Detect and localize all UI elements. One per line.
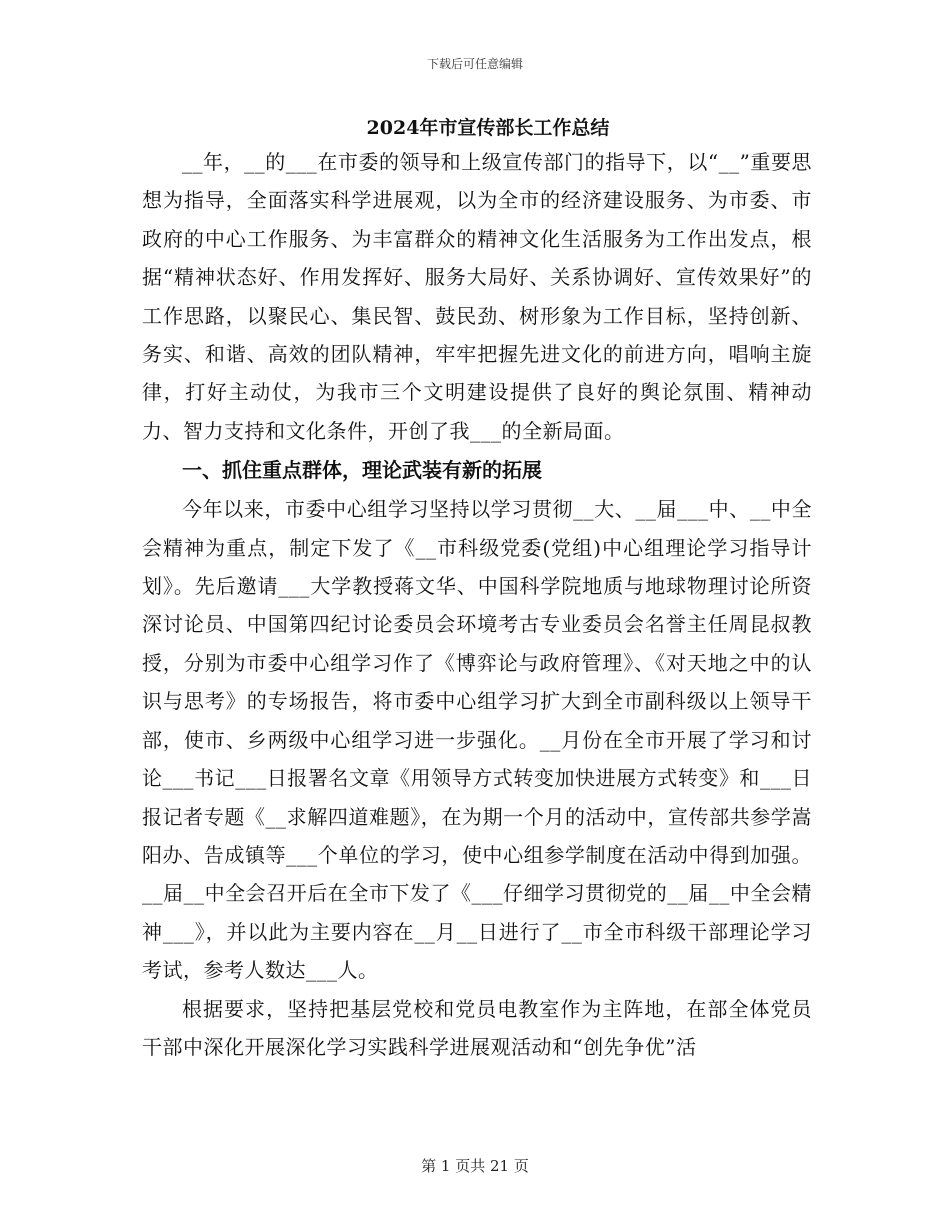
document-title: 2024年市宣传部长工作总结: [366, 117, 610, 139]
document-body: [142, 113, 812, 1066]
paragraph-theory-study: 今年以来，市委中心组学习坚持以学习贯彻__大、__届___中、__中全会精神为重点，制定下发了《__市科级党委(党组)中心组理论学习指导计划》。先后邀请___大学教授蒋文华、中国科学院地质与地球物理讨论所资深讨论员、中国第四纪讨论委员会环境考古专业委员会名誉主任周昆叔教授，分别为市委中心组学习作了《博弈论与政府管理》、《对天地之中的认识与思考》的专场报告，将市委中心组学习扩大到全市副科级以上领导干部，使市、乡两级中心组学习进一步强化。__月份在全市开展了学习和讨论___书记___日报署名文章《用领导方式转变加快进展方式转变》和___日报记者专题《__求解四道难题》，在为期一个月的活动中，宣传部共参学嵩阳办、告成镇等___个单位的学习，使中心组参学制度在活动中得到加强。__届__中全会召开后在全市下发了《___仔细学习贯彻党的__届__中全会精神___》，并以此为主要内容在__月__日进行了__市全市科级干部理论学习考试，参考人数达___人。: [142, 497, 812, 983]
section-heading-1: 一、抓住重点群体，理论武装有新的拓展: [182, 458, 542, 483]
header-note: 下载后可任意编辑: [426, 57, 523, 71]
paragraph-party-school: 根据要求，坚持把基层党校和党员电教室作为主阵地，在部全体党员干部中深化开展深化学习实践科学进展观活动和“创先争优”活: [142, 996, 812, 1059]
page-number: 第 1 页共 21 页: [421, 1157, 529, 1175]
paragraph-intro: __年，__的___在市委的领导和上级宣传部门的指导下，以“__”重要思想为指导，全面落实科学进展观，以为全市的经济建设服务、为市委、市政府的中心工作服务、为丰富群众的精神文化生活服务为工作出发点，根据“精神状态好、作用发挥好、服务大局好、关系协调好、宣传效果好”的工作思路，以聚民心、集民智、鼓民劲、树形象为工作目标，坚持创新、务实、和谐、高效的团队精神，牢牢把握先进文化的前进方向，唱响主旋律，打好主动仗，为我市三个文明建设提供了良好的舆论氛围、精神动力、智力支持和文化条件，开创了我___的全新局面。: [142, 150, 812, 443]
